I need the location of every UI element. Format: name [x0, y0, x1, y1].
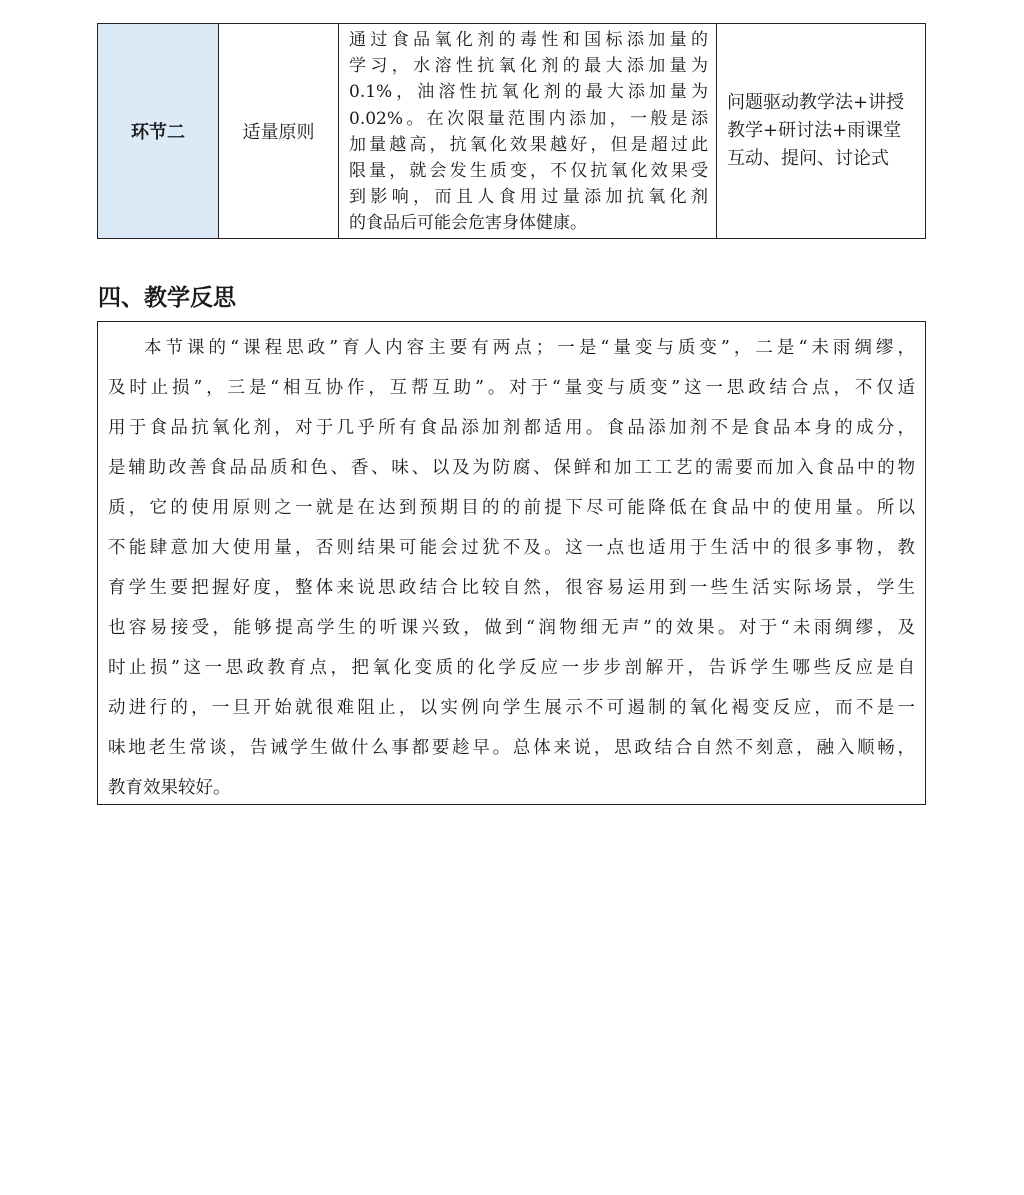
- reflection-line: 及时止损”，三是“相互协作，互帮互助”。对于“量变与质变”这一思政结合点，不仅适: [108, 378, 915, 398]
- reflection-line: 育学生要把握好度，整体来说思政结合比较自然，很容易运用到一些生活实际场景，学生: [108, 578, 915, 598]
- reflection-line: 质，它的使用原则之一就是在达到预期目的的前提下尽可能降低在食品中的使用量。所以: [108, 498, 915, 518]
- method-text: 问题驱动教学法+讲授教学+研讨法+雨课堂互动、提问、讨论式: [727, 92, 905, 169]
- reflection-line: 是辅助改善食品品质和色、香、味、以及为防腐、保鲜和加工工艺的需要而加入食品中的物: [108, 458, 915, 478]
- content-line: 0.02%。在次限量范围内添加，一般是添: [349, 108, 708, 129]
- content-line: 通过食品氧化剂的毒性和国标添加量的: [349, 30, 708, 50]
- content-cell: [339, 24, 717, 238]
- reflection-line: 时止损”这一思政教育点，把氧化变质的化学反应一步步剖解开，告诉学生哪些反应是自: [108, 658, 915, 678]
- reflection-line: 动进行的，一旦开始就很难阻止，以实例向学生展示不可遏制的氧化褐变反应，而不是一: [108, 698, 915, 718]
- reflection-line: 也容易接受，能够提高学生的听课兴致，做到“润物细无声”的效果。对于“未雨绸缪，及: [108, 618, 915, 638]
- method-cell: [717, 24, 925, 238]
- content-line: 0.1%，油溶性抗氧化剂的最大添加量为: [349, 82, 708, 103]
- section-heading: 四、教学反思: [98, 285, 236, 311]
- content-line: 到影响，而且人食用过量添加抗氧化剂: [349, 187, 708, 208]
- principle-label: 适量原则: [242, 122, 315, 143]
- reflection-line: 不能肆意加大使用量，否则结果可能会过犹不及。这一点也适用于生活中的很多事物，教: [108, 538, 915, 558]
- content-line: 限量，就会发生质变，不仅抗氧化效果受: [349, 161, 708, 182]
- reflection-line: 本节课的“课程思政”育人内容主要有两点；一是“量变与质变”，二是“未雨绸缪，: [144, 338, 915, 358]
- principle-cell: [219, 24, 339, 238]
- reflection-line: 味地老生常谈，告诫学生做什么事都要趁早。总体来说，思政结合自然不刻意，融入顺畅，: [108, 738, 915, 758]
- reflection-box: [97, 321, 926, 805]
- content-line: 学习，水溶性抗氧化剂的最大添加量为: [349, 56, 708, 77]
- teaching-plan-table: [97, 23, 926, 239]
- stage-label: 环节二: [131, 122, 185, 143]
- stage-cell: [98, 24, 219, 238]
- reflection-line: 用于食品抗氧化剂，对于几乎所有食品添加剂都适用。食品添加剂不是食品本身的成分，: [108, 418, 915, 438]
- content-line: 的食品后可能会危害身体健康。: [349, 213, 587, 234]
- content-line: 加量越高，抗氧化效果越好，但是超过此: [349, 134, 708, 155]
- reflection-line: 教育效果较好。: [108, 778, 231, 798]
